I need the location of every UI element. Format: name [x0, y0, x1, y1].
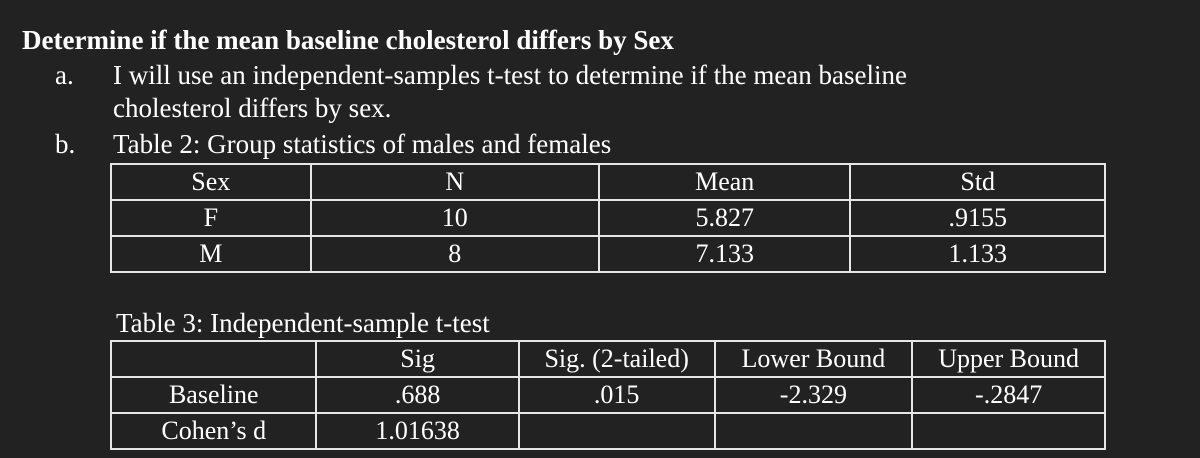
- table-cell: [519, 413, 715, 449]
- table-header-cell: Upper Bound: [912, 341, 1105, 377]
- list-item-text: I will use an independent-samples t-test to determine if the mean baseline: [113, 60, 907, 90]
- table-row: [111, 377, 1105, 413]
- table-header-cell: Sex: [111, 164, 311, 200]
- table-cell: 7.133: [599, 236, 851, 272]
- table-header-row: [111, 164, 1105, 200]
- table-cell: 10: [311, 200, 599, 236]
- table-cell: 1.01638: [316, 413, 518, 449]
- table-cell: 1.133: [850, 236, 1105, 272]
- table-cell: 8: [311, 236, 599, 272]
- list-item-text: cholesterol differs by sex.: [113, 93, 392, 123]
- table-cell: .688: [316, 377, 518, 413]
- table-cell: -2.329: [715, 377, 913, 413]
- table-header-cell: N: [311, 164, 599, 200]
- table-header-cell: Mean: [599, 164, 851, 200]
- t-test-table: [110, 340, 1106, 450]
- page-heading: Determine if the mean baseline cholesterol differs by Sex: [22, 25, 674, 55]
- list-marker: b.: [55, 129, 76, 159]
- list-marker: a.: [55, 60, 74, 90]
- table-header-cell: Sig: [316, 341, 518, 377]
- table-cell: .9155: [850, 200, 1105, 236]
- table-cell: M: [111, 236, 311, 272]
- group-statistics-table: [110, 163, 1106, 273]
- table-cell: 5.827: [599, 200, 851, 236]
- table-row: [111, 413, 1105, 449]
- table-header-cell: Sig. (2-tailed): [519, 341, 715, 377]
- table-header-cell: Std: [850, 164, 1105, 200]
- list-item-text: Table 2: Group statistics of males and females: [113, 129, 612, 159]
- table-cell: F: [111, 200, 311, 236]
- table-cell: .015: [519, 377, 715, 413]
- table-header-cell: Lower Bound: [715, 341, 913, 377]
- table-cell: Cohen’s d: [111, 413, 316, 449]
- table-header-row: [111, 341, 1105, 377]
- table-row: [111, 200, 1105, 236]
- table-header-cell: [111, 341, 316, 377]
- table-cell: [715, 413, 913, 449]
- table-cell: -.2847: [912, 377, 1105, 413]
- table-row: [111, 236, 1105, 272]
- table-cell: [912, 413, 1105, 449]
- table-cell: Baseline: [111, 377, 316, 413]
- table3-caption: Table 3: Independent-sample t-test: [116, 308, 490, 338]
